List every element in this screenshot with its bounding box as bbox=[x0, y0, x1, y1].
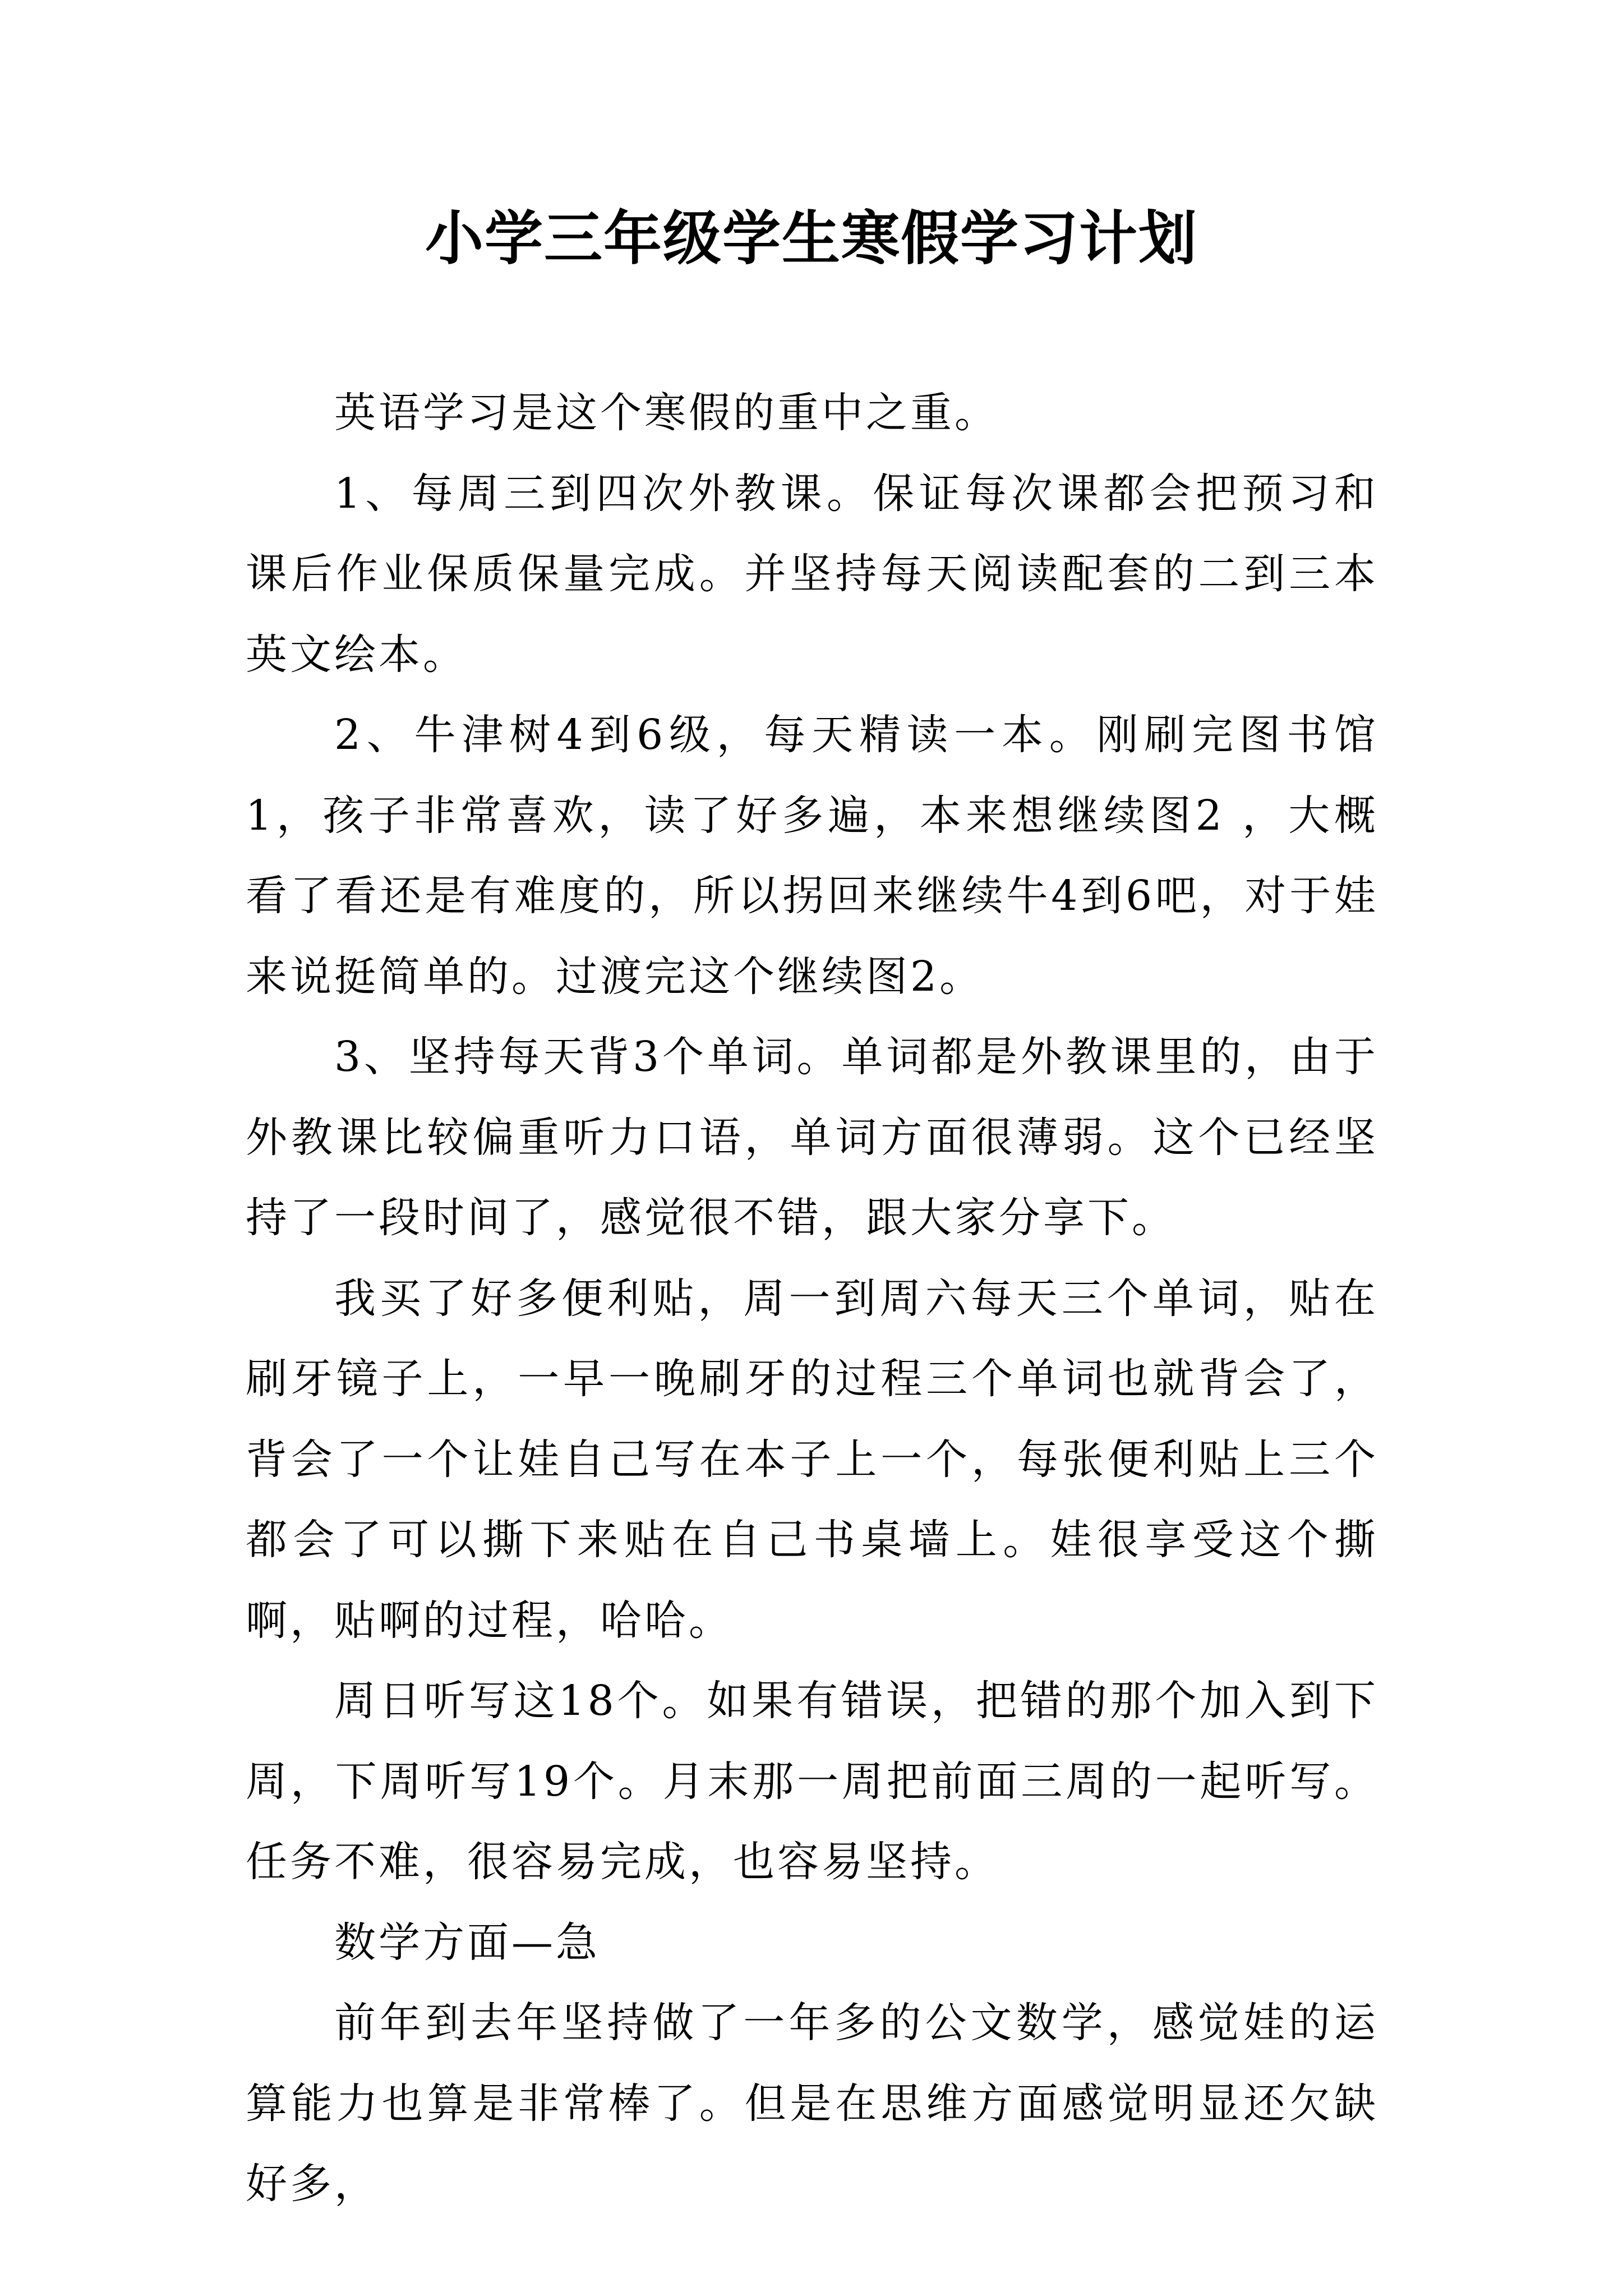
paragraph-math-heading: 数学方面—急 bbox=[334, 1918, 600, 1967]
paragraph-item-3: 3、坚持每天背3个单词。单词都是外教课里的，由于外教课比较偏重听力口语，单词方面很薄弱。这个已经坚持了一段时间了，感觉很不错，跟大家分享下。 bbox=[246, 1033, 1378, 1242]
paragraph-item-1: 1、每周三到四次外教课。保证每次课都会把预习和课后作业保质保量完成。并坚持每天阅读配套的二到三本英文绘本。 bbox=[246, 469, 1378, 679]
paragraph-sticky-notes: 我买了好多便利贴，周一到周六每天三个单词，贴在刷牙镜子上，一早一晚刷牙的过程三个单词也就背会了，背会了一个让娃自己写在本子上一个，每张便利贴上三个都会了可以撕下来贴在自己书桌墙上。娃很享受这个撕啊，贴啊的过程，哈哈。 bbox=[246, 1274, 1378, 1645]
paragraph-math: 前年到去年坚持做了一年多的公文数学，感觉娃的运算能力也算是非常棒了。但是在思维方面感觉明显还欠缺好多， bbox=[246, 1999, 1378, 2208]
paragraph-intro: 英语学习是这个寒假的重中之重。 bbox=[334, 389, 999, 437]
document-body bbox=[246, 373, 1378, 2225]
paragraph-item-2: 2、牛津树4到6级，每天精读一本。刚刷完图书馆1，孩子非常喜欢，读了好多遍，本来想继续图2 ，大概看了看还是有难度的，所以拐回来继续牛4到6吧，对于娃来说挺简单的。过渡完这个继续图2。 bbox=[246, 711, 1378, 1001]
paragraph-dictation: 周日听写这18个。如果有错误，把错的那个加入到下周，下周听写19个。月末那一周把前面三周的一起听写。任务不难，很容易完成，也容易坚持。 bbox=[246, 1677, 1378, 1886]
document-title: 小学三年级学生寒假学习计划 bbox=[425, 204, 1198, 273]
